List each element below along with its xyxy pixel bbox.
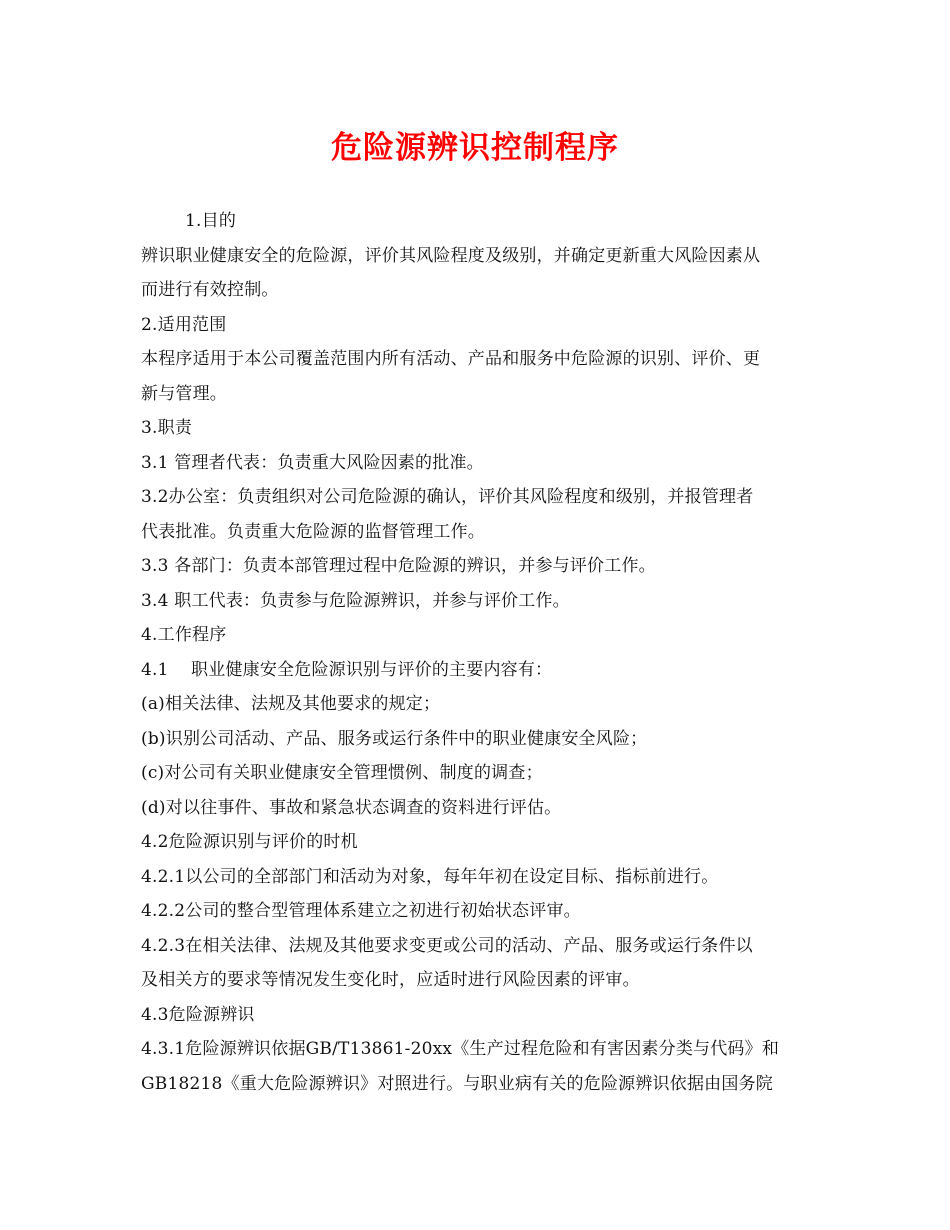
paragraph-line: 本程序适用于本公司覆盖范围内所有活动、产品和服务中危险源的识别、评价、更 (141, 349, 761, 369)
subsection-heading: 4.2危险源识别与评价的时机 (141, 832, 358, 852)
section-heading-purpose: 1.目的 (185, 211, 237, 231)
document-title: 危险源辨识控制程序 (331, 130, 619, 166)
paragraph-line: 4.2.1以公司的全部部门和活动为对象，每年年初在设定目标、指标前进行。 (141, 866, 719, 887)
section-heading-procedure: 4.工作程序 (141, 625, 227, 645)
paragraph-line: 4.2.2公司的整合型管理体系建立之初进行初始状态评审。 (141, 901, 581, 921)
paragraph-line: 3.1 管理者代表：负责重大风险因素的批准。 (141, 452, 484, 473)
paragraph-line: 3.2办公室：负责组织对公司危险源的确认，评价其风险程度和级别，并报管理者 (141, 487, 754, 507)
paragraph-line: 及相关方的要求等情况发生变化时，应适时进行风险因素的评审。 (141, 970, 640, 990)
document-body (141, 204, 817, 1101)
paragraph-line: 4.1 职业健康安全危险源识别与评价的主要内容有： (141, 659, 553, 680)
paragraph-line: 而进行有效控制。 (141, 280, 279, 300)
list-item: (b)识别公司活动、产品、服务或运行条件中的职业健康安全风险； (141, 728, 648, 749)
section-heading-responsibilities: 3.职责 (141, 418, 193, 438)
paragraph-line: 3.3 各部门：负责本部管理过程中危险源的辨识，并参与评价工作。 (141, 556, 656, 576)
paragraph-line: 新与管理。 (141, 383, 227, 404)
paragraph-line: 3.4 职工代表：负责参与危险源辨识，并参与评价工作。 (141, 590, 570, 611)
paragraph-line: 辨识职业健康安全的危险源，评价其风险程度及级别，并确定更新重大风险因素从 (141, 245, 761, 266)
list-item: (a)相关法律、法规及其他要求的规定； (141, 694, 441, 714)
paragraph-line: 4.2.3在相关法律、法规及其他要求变更或公司的活动、产品、服务或运行条件以 (141, 935, 753, 956)
paragraph-line: GB18218《重大危险源辨识》对照进行。与职业病有关的危险源辨识依据由国务院 (141, 1073, 773, 1094)
section-heading-scope: 2.适用范围 (141, 314, 227, 335)
list-item: (c)对公司有关职业健康安全管理惯例、制度的调查； (141, 763, 543, 783)
paragraph-line: 4.3.1危险源辨识依据GB/T13861-20xx《生产过程危险和有害因素分类与代码》和 (141, 1039, 780, 1059)
list-item: (d)对以往事件、事故和紧急状态调查的资料进行评估。 (141, 797, 562, 818)
paragraph-line: 代表批准。负责重大危险源的监督管理工作。 (141, 521, 485, 542)
subsection-heading: 4.3危险源辨识 (141, 1004, 255, 1025)
